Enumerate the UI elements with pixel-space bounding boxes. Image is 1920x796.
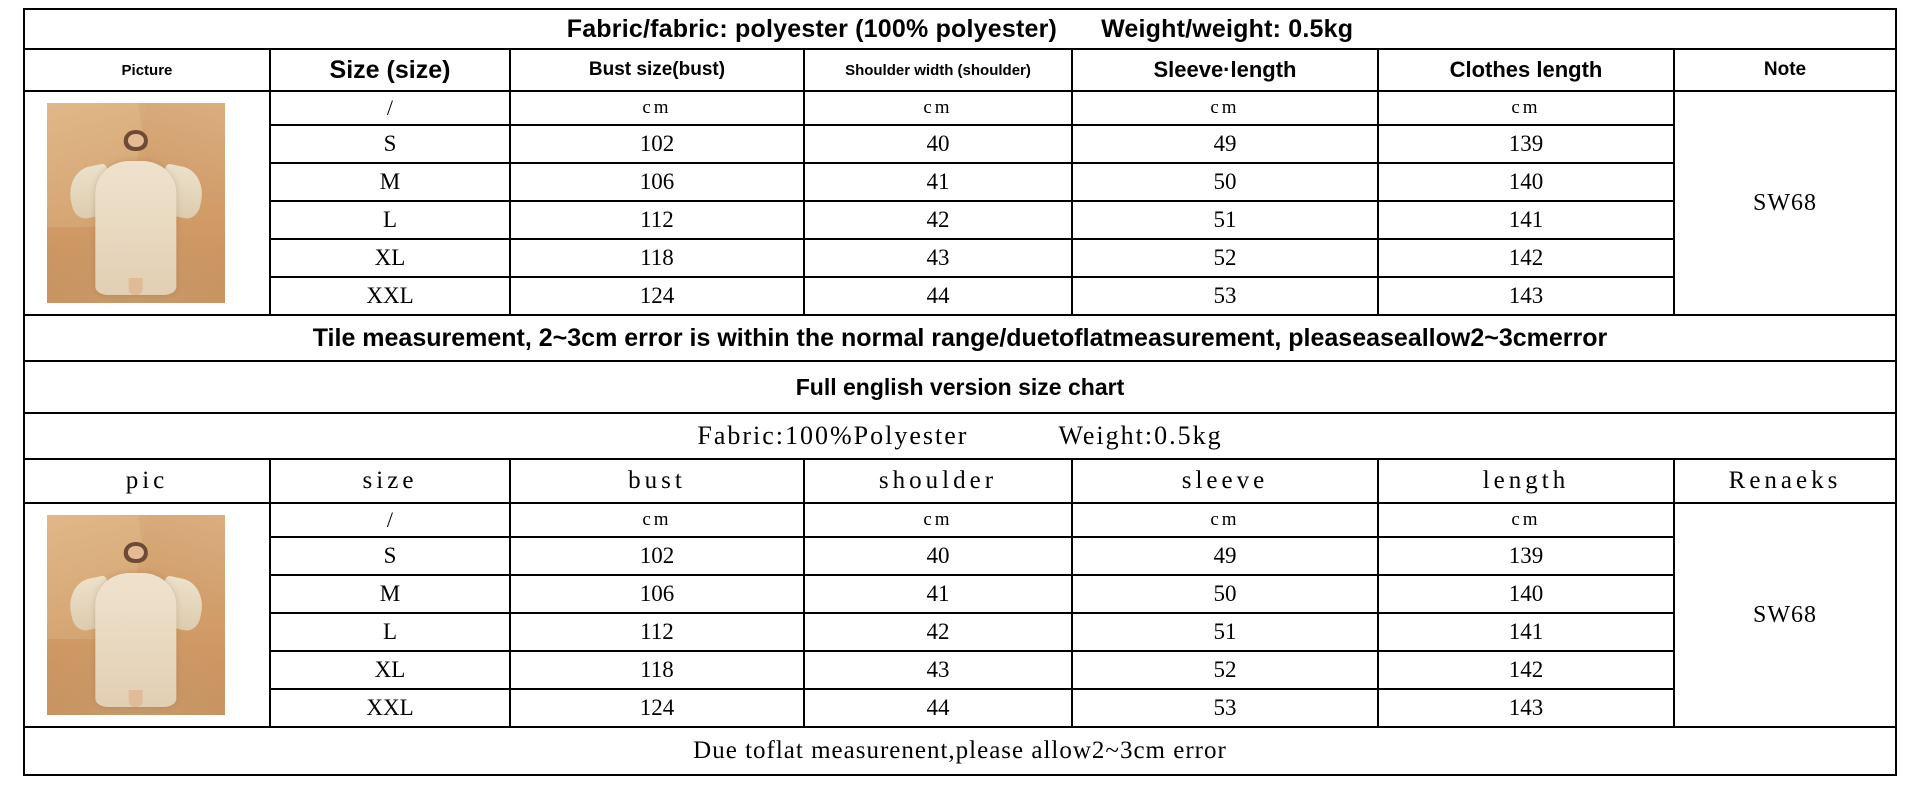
cell-sleeve: 52 [1072,239,1378,277]
cell-bust: 106 [510,575,804,613]
header-length-2: length [1378,459,1674,503]
full-version-row [24,361,1896,413]
table-row [24,613,1896,651]
cell-shoulder: 42 [804,613,1072,651]
cell-sleeve: 49 [1072,125,1378,163]
top-banner-row [24,9,1896,49]
size-chart-document [15,0,1905,776]
second-banner-row [24,413,1896,459]
cell-length: 141 [1378,613,1674,651]
table-row [24,689,1896,727]
cell-size: M [270,163,510,201]
header-shoulder: Shoulder width (shoulder) [804,49,1072,91]
note-value-2: SW68 [1674,503,1896,727]
table-row [24,239,1896,277]
cell-length: 140 [1378,575,1674,613]
note-value-1: SW68 [1674,91,1896,315]
cell-shoulder: 40 [804,125,1072,163]
cell-shoulder: 43 [804,239,1072,277]
cell-size: M [270,575,510,613]
cell-shoulder: 44 [804,277,1072,315]
header-bust: Bust size(bust) [510,49,804,91]
table1-header-row [24,49,1896,91]
full-version-title: Full english version size chart [24,361,1896,413]
fabric-label-2: Fabric:100%Polyester [697,421,969,450]
unit-size: / [270,91,510,125]
unit-sleeve: cm [1072,91,1378,125]
model-legs [129,278,143,295]
cell-size: S [270,125,510,163]
header-note-2: Renaeks [1674,459,1896,503]
table2-header-row [24,459,1896,503]
cell-shoulder: 41 [804,163,1072,201]
table-row [24,277,1896,315]
unit-shoulder: cm [804,91,1072,125]
header-picture: Picture [24,49,270,91]
header-size: Size (size) [270,49,510,91]
tolerance-note: Tile measurement, 2~3cm error is within the normal range/duetoflatmeasurement, pleaseaseallow2~3cmerror [24,315,1896,361]
unit-sleeve-2: cm [1072,503,1378,537]
cell-size: L [270,201,510,239]
cell-sleeve: 51 [1072,613,1378,651]
header-length: Clothes length [1378,49,1674,91]
cell-shoulder: 42 [804,201,1072,239]
unit-bust-2: cm [510,503,804,537]
cell-sleeve: 53 [1072,689,1378,727]
cell-bust: 112 [510,201,804,239]
product-photo-cell [24,91,270,315]
cell-bust: 106 [510,163,804,201]
top-banner-cell [24,9,1896,49]
cell-size: XXL [270,689,510,727]
model-photo-image [47,103,225,303]
header-note: Note [1674,49,1896,91]
header-size-2: size [270,459,510,503]
cell-shoulder: 41 [804,575,1072,613]
cell-bust: 118 [510,239,804,277]
model-figure [67,127,206,295]
cell-sleeve: 49 [1072,537,1378,575]
cell-bust: 118 [510,651,804,689]
table-row [24,163,1896,201]
unit-size-2: / [270,503,510,537]
cell-size: XXL [270,277,510,315]
second-banner-cell [24,413,1896,459]
cell-shoulder: 43 [804,651,1072,689]
dress-body [96,161,177,295]
table-row [24,125,1896,163]
model-legs-2 [129,690,143,707]
unit-bust: cm [510,91,804,125]
table-row [24,201,1896,239]
cell-length: 139 [1378,125,1674,163]
product-photo-1 [47,103,225,303]
footer-note: Due toflat measurenent,please allow2~3cm error [24,727,1896,775]
cell-bust: 112 [510,613,804,651]
cell-length: 141 [1378,201,1674,239]
weight-label: Weight/weight: 0.5kg [1101,14,1354,43]
cell-size: XL [270,651,510,689]
dress-body-2 [96,573,177,707]
table-row [24,537,1896,575]
product-photo-2 [47,515,225,715]
cell-length: 139 [1378,537,1674,575]
weight-label-2: Weight:0.5kg [1058,421,1223,450]
cell-sleeve: 50 [1072,575,1378,613]
cell-sleeve: 50 [1072,163,1378,201]
cell-bust: 102 [510,537,804,575]
unit-length-2: cm [1378,503,1674,537]
table1-unit-row [24,91,1896,125]
header-shoulder-2: shoulder [804,459,1072,503]
cell-length: 142 [1378,651,1674,689]
header-picture-2: pic [24,459,270,503]
footer-note-row [24,727,1896,775]
cell-shoulder: 40 [804,537,1072,575]
tolerance-note-row [24,315,1896,361]
cell-length: 143 [1378,277,1674,315]
header-sleeve-2: sleeve [1072,459,1378,503]
unit-shoulder-2: cm [804,503,1072,537]
cell-sleeve: 53 [1072,277,1378,315]
cell-length: 140 [1378,163,1674,201]
table-row [24,651,1896,689]
cell-size: L [270,613,510,651]
cell-bust: 102 [510,125,804,163]
cell-sleeve: 51 [1072,201,1378,239]
header-sleeve: Sleeve·length [1072,49,1378,91]
cell-length: 142 [1378,239,1674,277]
cell-size: XL [270,239,510,277]
size-chart-table [23,8,1897,776]
unit-length: cm [1378,91,1674,125]
product-photo-cell-2 [24,503,270,727]
table-row [24,575,1896,613]
model-photo-image-2 [47,515,225,715]
header-bust-2: bust [510,459,804,503]
cell-length: 143 [1378,689,1674,727]
model-figure-2 [67,539,206,707]
cell-bust: 124 [510,689,804,727]
cell-bust: 124 [510,277,804,315]
cell-sleeve: 52 [1072,651,1378,689]
table2-unit-row [24,503,1896,537]
cell-size: S [270,537,510,575]
cell-shoulder: 44 [804,689,1072,727]
fabric-label: Fabric/fabric: polyester (100% polyester) [566,14,1058,43]
